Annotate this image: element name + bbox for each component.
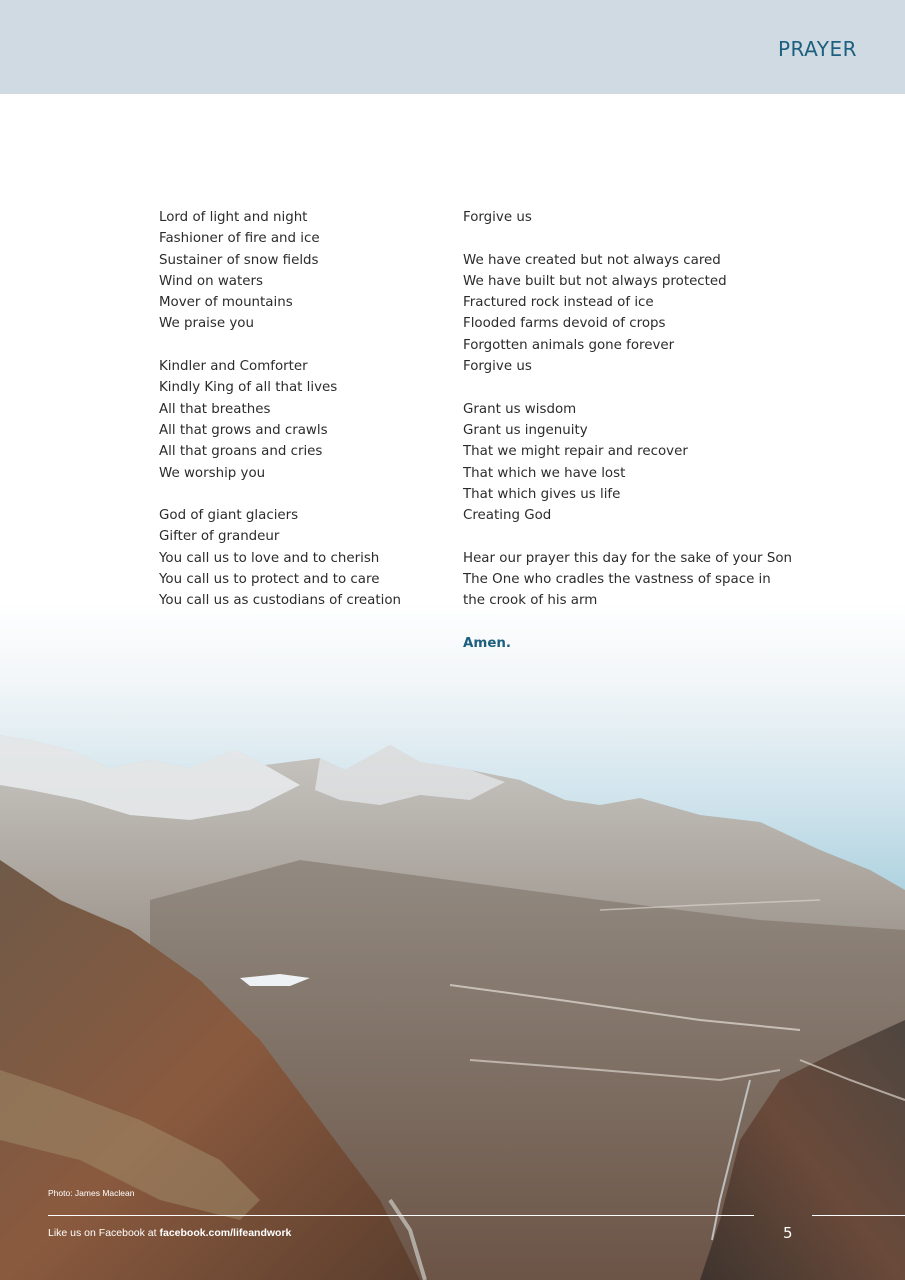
- poem-line: Fractured rock instead of ice: [463, 295, 654, 311]
- mountain-valley-photo: [0, 600, 905, 1280]
- stanza: [159, 356, 449, 484]
- poem-line: That which we have lost: [463, 465, 626, 481]
- footer-prefix: Like us on Facebook at: [48, 1227, 160, 1239]
- footer-divider: [48, 1215, 754, 1216]
- poem-line: Kindler and Comforter: [159, 359, 308, 375]
- poem-line: You call us to protect and to care: [159, 572, 380, 588]
- poem-right-column: [463, 207, 792, 654]
- poem-line: Mover of mountains: [159, 295, 293, 311]
- poem-line: We have built but not always protected: [463, 273, 727, 289]
- poem-line: We have created but not always cared: [463, 252, 721, 268]
- poem-line: Kindly King of all that lives: [159, 380, 338, 396]
- poem-line: We worship you: [159, 465, 266, 481]
- stanza: [463, 250, 773, 378]
- poem-line: Hear our prayer this day for the sake of your Son: [463, 550, 792, 566]
- poem-line: We praise you: [159, 316, 254, 332]
- poem-line: Lord of light and night: [159, 210, 308, 225]
- poem-line: Grant us wisdom: [463, 401, 577, 417]
- poem-line: Forgive us: [463, 359, 532, 375]
- footer-facebook-text: [48, 1227, 291, 1239]
- poem-line: All that groans and cries: [159, 444, 323, 460]
- poem-line: Gifter of grandeur: [159, 529, 280, 545]
- poem-line: You call us as custodians of creation: [159, 593, 402, 609]
- page-header: [0, 0, 905, 94]
- stanza: [463, 548, 792, 612]
- poem-line: All that grows and crawls: [159, 422, 328, 438]
- poem-left-column: [159, 207, 449, 633]
- footer-divider: [812, 1215, 905, 1216]
- stanza: [159, 505, 449, 611]
- poem-line: God of giant glaciers: [159, 508, 299, 524]
- poem-line: Forgive us: [463, 210, 532, 225]
- poem-line: Wind on waters: [159, 273, 263, 289]
- poem-line: Creating God: [463, 508, 552, 524]
- stanza: [463, 207, 773, 228]
- poem-line: The One who cradles the vastness of space in the crook of his arm: [463, 572, 771, 609]
- poem-line: That which gives us life: [463, 486, 621, 502]
- page-number: 5: [783, 1224, 793, 1242]
- poem-line: That we might repair and recover: [463, 444, 688, 460]
- poem-line: Fashioner of fire and ice: [159, 231, 320, 247]
- poem-line: You call us to love and to cherish: [159, 550, 380, 566]
- poem-line: Forgotten animals gone forever: [463, 337, 675, 353]
- photo-credit: Photo: James Maclean: [48, 1188, 135, 1198]
- poem-line: Sustainer of snow fields: [159, 252, 319, 268]
- section-title: PRAYER: [777, 37, 857, 61]
- stanza: [159, 207, 449, 335]
- stanza: [463, 399, 773, 527]
- poem-line: Grant us ingenuity: [463, 422, 588, 438]
- poem-line: All that breathes: [159, 401, 271, 417]
- poem-closing: Amen.: [463, 635, 512, 651]
- poem-line: Flooded farms devoid of crops: [463, 316, 666, 332]
- facebook-link[interactable]: facebook.com/lifeandwork: [159, 1227, 292, 1239]
